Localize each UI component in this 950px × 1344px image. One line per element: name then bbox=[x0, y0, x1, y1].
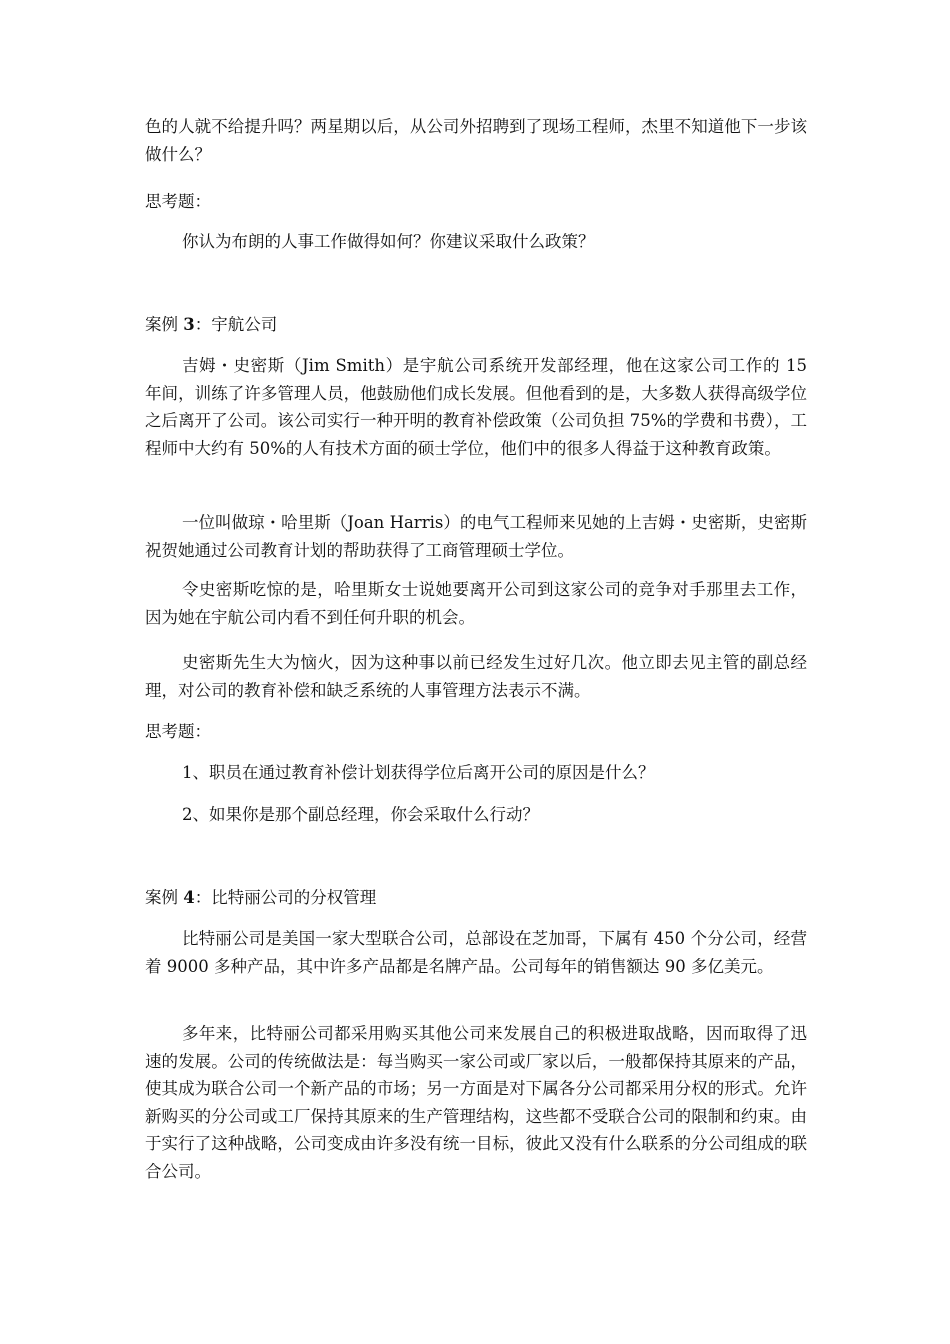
case4-title-suffix: ：比特丽公司的分权管理 bbox=[194, 888, 377, 907]
case4-paragraph-1: 比特丽公司是美国一家大型联合公司，总部设在芝加哥，下属有 450 个分公司，经营着 9000 多种产品，其中许多产品都是名牌产品。公司每年的销售额达 90 多亿美元。 bbox=[145, 929, 807, 976]
case3-paragraph-3: 令史密斯吃惊的是，哈里斯女士说她要离开公司到这家公司的竞争对手那里去工作，因为她在宇航公司内看不到任何升职的机会。 bbox=[145, 580, 807, 627]
case3-paragraph-1: 吉姆・史密斯（Jim Smith）是宇航公司系统开发部经理，他在这家公司工作的 15 年间，训练了许多管理人员，他鼓励他们成长发展。但他看到的是，大多数人获得高级学位之后离开了公司。该公司实行一种开明的教育补偿政策（公司负担 75%的学费和书费），工程师中大约有 50%的人有技术方面的硕士学位，他们中的很多人得益于这种教育政策。 bbox=[145, 356, 807, 458]
case4-paragraph-2: 多年来，比特丽公司都采用购买其他公司来发展自己的积极进取战略，因而取得了迅速的发展。公司的传统做法是：每当购买一家公司或厂家以后，一般都保持其原来的产品，使其成为联合公司一个新产品的市场；另一方面是对下属各分公司都采用分权的形式。允许新购买的分公司或工厂保持其原来的生产管理结构，这些都不受联合公司的限制和约束。由于实行了这种战略，公司变成由许多没有统一目标，彼此又没有什么联系的分公司组成的联合公司。 bbox=[145, 1024, 807, 1181]
case3-paragraph-2: 一位叫做琼・哈里斯（Joan Harris）的电气工程师来见她的上吉姆・史密斯，史密斯祝贺她通过公司教育计划的帮助获得了工商管理硕士学位。 bbox=[145, 513, 807, 560]
case3-title-prefix: 案例 bbox=[145, 315, 184, 334]
case2-closing-paragraph: 色的人就不给提升吗？两星期以后，从公司外招聘到了现场工程师，杰里不知道他下一步该做什么？ bbox=[145, 117, 807, 164]
case2-question: 你认为布朗的人事工作做得如何？你建议采取什么政策？ bbox=[182, 232, 595, 251]
case3-paragraph-4: 史密斯先生大为恼火，因为这种事以前已经发生过好几次。他立即去见主管的副总经理，对公司的教育补偿和缺乏系统的人事管理方法表示不满。 bbox=[145, 653, 807, 700]
case4-title-number: 4 bbox=[183, 888, 195, 907]
case3-title-suffix: ：宇航公司 bbox=[194, 315, 278, 334]
case3-questions-label: 思考题： bbox=[145, 722, 211, 741]
case3-title bbox=[145, 311, 277, 339]
case3-title-number: 3 bbox=[183, 315, 195, 334]
case3-question-2: 2、如果你是那个副总经理，你会采取什么行动？ bbox=[182, 805, 539, 824]
case4-title bbox=[145, 884, 376, 912]
case3-question-1: 1、职员在通过教育补偿计划获得学位后离开公司的原因是什么？ bbox=[182, 763, 655, 782]
case2-questions-label: 思考题： bbox=[145, 192, 211, 211]
case4-title-prefix: 案例 bbox=[145, 888, 184, 907]
